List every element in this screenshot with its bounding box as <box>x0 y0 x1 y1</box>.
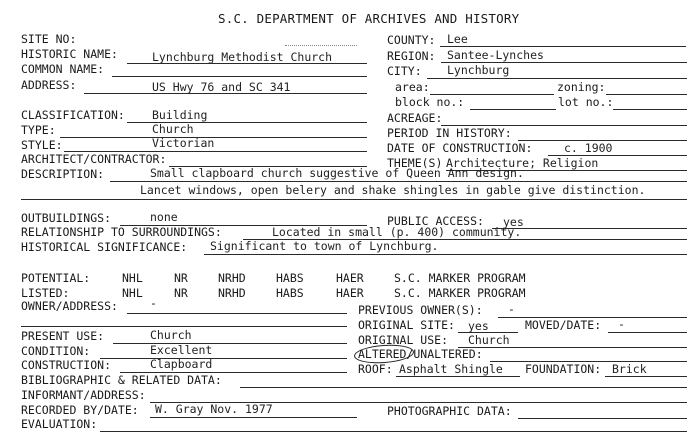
roof-line <box>396 376 520 377</box>
listed-option-habs: HABS <box>276 286 304 300</box>
present-use-line <box>113 343 347 344</box>
address-line <box>84 93 367 94</box>
condition-line <box>100 358 347 359</box>
listed-option-nr: NR <box>174 286 188 300</box>
historic-name-value: Lynchburg Methodist Church <box>152 50 333 64</box>
type-label: TYPE: <box>21 123 56 137</box>
potential-label: POTENTIAL: <box>21 271 91 285</box>
common-name-line <box>112 76 367 77</box>
historical-significance-line <box>204 254 687 255</box>
type-value: Church <box>152 122 194 136</box>
outbuildings-value: none <box>150 210 178 224</box>
construction-value: Clapboard <box>150 357 213 371</box>
potential-option-nhl: NHL <box>122 271 143 285</box>
county-label: COUNTY: <box>387 33 436 47</box>
city-value: Lynchburg <box>447 63 510 77</box>
photographic-data-line <box>518 418 687 419</box>
classification-label: CLASSIFICATION: <box>21 108 125 122</box>
original-site-label: ORIGINAL SITE: <box>358 318 455 332</box>
zoning-line <box>606 94 687 95</box>
relationship-label: RELATIONSHIP TO SURROUNDINGS: <box>21 225 222 239</box>
description-line-1: Small clapboard church suggestive of Queen Ann design. <box>150 166 524 180</box>
public-access-line <box>492 228 687 229</box>
region-label: REGION: <box>387 49 436 63</box>
potential-option-marker: S.C. MARKER PROGRAM <box>394 271 526 285</box>
city-label: CITY: <box>387 64 422 78</box>
style-label: STYLE: <box>21 138 63 152</box>
historical-significance-label: HISTORICAL SIGNIFICANCE: <box>21 240 188 254</box>
present-use-value: Church <box>150 328 192 342</box>
listed-option-nrhd: NRHD <box>218 286 246 300</box>
recorded-by-label: RECORDED BY/DATE: <box>21 403 139 417</box>
county-value: Lee <box>447 32 468 46</box>
condition-label: CONDITION: <box>21 344 91 358</box>
foundation-line <box>605 376 687 377</box>
previous-owners-value: - <box>508 302 515 316</box>
relationship-value: Located in small (p. 400) community. <box>272 225 522 239</box>
acreage-label: ACREAGE: <box>387 111 443 125</box>
altered-label: ALTERED/UNALTERED: <box>358 347 483 361</box>
owner-address-value: - <box>150 296 157 310</box>
date-of-construction-value: c. 1900 <box>564 141 613 155</box>
description-line-2: Lancet windows, open belery and shake shingles in gable give distinction. <box>140 183 646 197</box>
county-line <box>440 46 686 47</box>
architect-label: ARCHITECT/CONTRACTOR: <box>21 152 167 166</box>
lot-no-label: lot no.: <box>558 95 614 109</box>
site-no-label: SITE NO: <box>21 32 77 46</box>
potential-option-nr: NR <box>174 271 188 285</box>
construction-label: CONSTRUCTION: <box>21 358 112 372</box>
evaluation-label: EVALUATION: <box>21 417 98 431</box>
period-label: PERIOD IN HISTORY: <box>387 126 512 140</box>
foundation-label: FOUNDATION: <box>525 362 602 376</box>
form-title: S.C. DEPARTMENT OF ARCHIVES AND HISTORY <box>218 11 520 26</box>
original-use-label: ORIGINAL USE: <box>358 333 449 347</box>
potential-option-habs: HABS <box>276 271 304 285</box>
area-label: area: <box>395 80 430 94</box>
bibliographic-label: BIBLIOGRAPHIC & RELATED DATA: <box>21 373 222 387</box>
description-underline-2 <box>21 199 687 200</box>
listed-option-nhl: NHL <box>122 286 143 300</box>
common-name-label: COMMON NAME: <box>21 62 105 76</box>
original-use-line <box>458 347 687 348</box>
potential-option-nrhd: NRHD <box>218 271 246 285</box>
foundation-value: Brick <box>612 362 647 376</box>
lot-no-line <box>613 109 687 110</box>
photographic-data-label: PHOTOGRAPHIC DATA: <box>387 404 512 418</box>
outbuildings-label: OUTBUILDINGS: <box>21 211 112 225</box>
block-no-label: block no.: <box>395 95 465 109</box>
roof-label: ROOF: <box>358 362 393 376</box>
present-use-label: PRESENT USE: <box>21 329 105 343</box>
original-use-value: Church <box>468 333 510 347</box>
listed-option-haer: HAER <box>336 286 364 300</box>
moved-date-label: MOVED/DATE: <box>525 318 602 332</box>
address-label: ADDRESS: <box>21 78 77 92</box>
bibliographic-line <box>240 387 687 388</box>
informant-label: INFORMANT/ADDRESS: <box>21 388 146 402</box>
recorded-by-value: W. Gray Nov. 1977 <box>155 402 273 416</box>
zoning-label: zoning: <box>557 80 606 94</box>
region-value: Santee-Lynches <box>447 48 544 62</box>
listed-label: LISTED: <box>21 286 70 300</box>
historic-name-line <box>127 63 367 64</box>
previous-owners-label: PREVIOUS OWNER(S): <box>358 303 483 317</box>
moved-date-value: - <box>618 317 625 331</box>
recorded-by-line <box>150 417 357 418</box>
themes-label: THEME(S) <box>387 156 443 170</box>
owner-address-line <box>127 313 347 314</box>
classification-value: Building <box>152 108 208 122</box>
public-access-value: yes <box>503 215 524 229</box>
themes-value: Architecture; Religion <box>446 156 599 170</box>
listed-option-marker: S.C. MARKER PROGRAM <box>394 286 526 300</box>
moved-date-line <box>608 332 687 333</box>
condition-value: Excellent <box>150 343 213 357</box>
roof-value: Asphalt Shingle <box>399 362 503 376</box>
historic-name-label: HISTORIC NAME: <box>21 47 118 61</box>
description-label: DESCRIPTION: <box>21 167 105 181</box>
owner-address-label: OWNER/ADDRESS: <box>21 299 118 313</box>
historical-significance-value: Significant to town of Lynchburg. <box>210 239 439 253</box>
potential-option-haer: HAER <box>336 271 364 285</box>
style-value: Victorian <box>152 136 215 150</box>
public-access-label: PUBLIC ACCESS: <box>387 214 484 228</box>
original-site-value: yes <box>468 319 489 333</box>
date-of-construction-label: DATE OF CONSTRUCTION: <box>387 141 533 155</box>
city-line <box>427 78 687 79</box>
evaluation-line <box>100 431 687 432</box>
address-value: US Hwy 76 and SC 341 <box>152 80 291 94</box>
site-no-line <box>285 45 357 46</box>
description-underline-1 <box>110 181 687 182</box>
owner-address-line-2 <box>21 326 347 327</box>
block-no-line <box>470 109 556 110</box>
